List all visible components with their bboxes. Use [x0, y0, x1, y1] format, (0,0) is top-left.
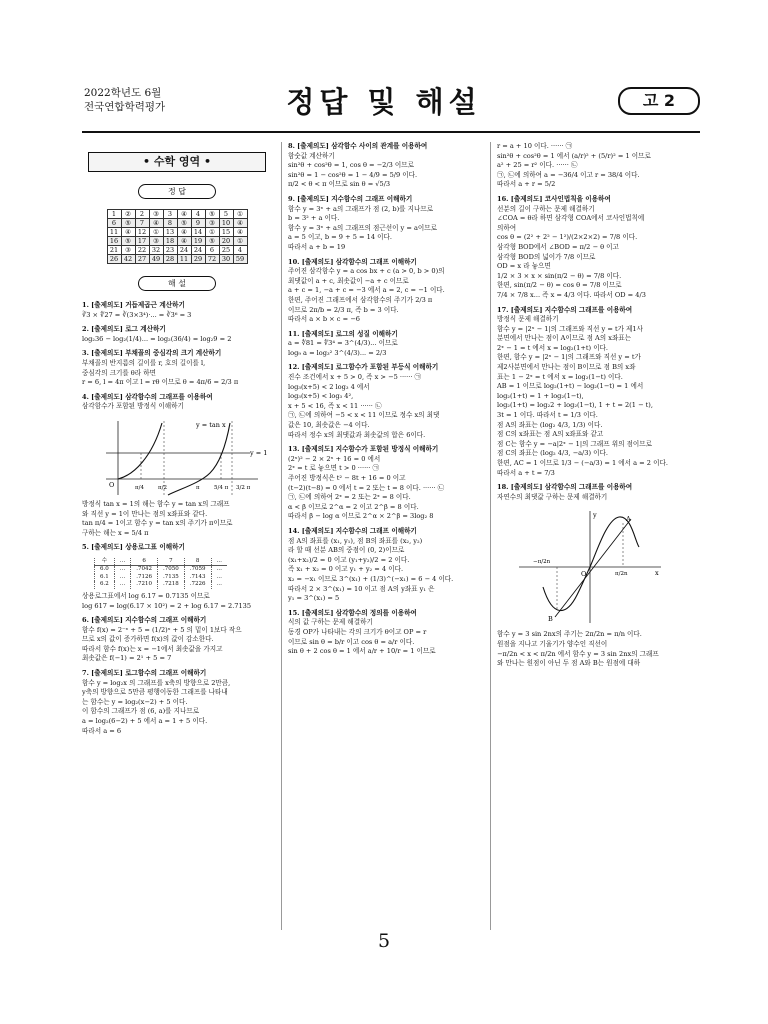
explanation-heading: 6. [출제의도] 지수함수의 그래프 이해하기: [82, 616, 207, 625]
explanation-item: [288, 330, 484, 359]
explanation-line: ㉠, ㉡에 의하여 −5 < x < 11 이므로 정수 x의 최댓: [288, 411, 440, 420]
grade-badge: 고 2: [618, 87, 700, 115]
explanation-line: 상용로그표에서 log 6.17 = 0.7135 이므로: [82, 591, 210, 600]
log-table-row: [95, 574, 228, 582]
explanation-line: 점 A의 좌표를 (x₁, y₁), 점 B의 좌표를 (x₂, y₂): [288, 536, 423, 545]
log-table: [94, 558, 227, 589]
explanation-item: [82, 349, 272, 387]
sine-graph: [515, 507, 665, 627]
explanation-line: 삼각형 BOD에서 ∠BOD = π/2 − θ 이고: [497, 242, 619, 251]
log-table-row: [95, 566, 228, 574]
answer-value: 11: [177, 255, 191, 264]
explanations-part-2: [82, 500, 272, 553]
explanation-line: 함수 y = |2ˣ − 1|의 그래프와 직선 y = t가 제1사: [497, 324, 643, 333]
explanation-line: 주어진 방정식은 t² − 8t + 16 = 0 이고: [288, 474, 406, 482]
log-table-cell: .7042: [131, 566, 158, 574]
answer-value: ⑤: [177, 219, 191, 228]
question-number: 13: [163, 228, 177, 237]
answer-value: 72: [205, 255, 219, 264]
explanation-line: 함수 y = 3 sin 2nx의 주기는 2π/2n = π/n 이다.: [497, 630, 642, 639]
explanation-heading: 7. [출제의도] 로그함수의 그래프 이해하기: [82, 669, 207, 678]
question-number: 2: [135, 210, 149, 219]
log-table-cell: 6: [131, 558, 158, 566]
explanation-line: 7/4 × 7/8 x... 즉 x = 4/3 이다. 따라서 OD = 4/3: [497, 290, 646, 299]
question-number: 14: [191, 228, 205, 237]
explanation-heading: 10. [출제의도] 삼각함수의 그래프 이해하기: [288, 257, 417, 266]
explanation-item: [82, 592, 272, 611]
explanations-part-1: [82, 301, 272, 412]
question-number: 7: [135, 219, 149, 228]
explanation-line: 므로 x의 값이 증가하면 f(x)의 값이 감소한다.: [82, 635, 214, 644]
answer-value: ①: [205, 228, 219, 237]
column-1: [82, 142, 272, 741]
explanation-item: [82, 543, 272, 553]
line-label: y = 1: [250, 448, 268, 457]
explanation-line: 삼각함수가 포함된 방정식 이해하기: [82, 402, 184, 411]
y-axis-label: y: [593, 511, 597, 520]
explanation-item: [497, 195, 703, 301]
explanation-heading: 18. [출제의도] 삼각함수의 그래프를 이용하여: [497, 483, 633, 492]
explanation-line: 주어진 삼각함수 y = a cos bx + c (a > 0, b > 0)의: [288, 267, 445, 276]
answer-value: ④: [121, 228, 135, 237]
answer-row: [107, 228, 247, 237]
log-table-cell: .7226: [184, 581, 211, 589]
log-table-cell: 8: [184, 558, 211, 566]
explanation-line: (x₁+x₂)/2 = 0 이고 (y₁+y₂)/2 = 2 이다.: [288, 555, 410, 564]
answer-row: [107, 237, 247, 246]
explanation-heading: 2. [출제의도] 로그 계산하기: [82, 325, 166, 334]
explanation-line: 한편, sin(π/2 − θ) = cos θ = 7/8 이므로: [497, 281, 622, 290]
explanation-line: y₁ = 3^(x₁) = 5: [288, 594, 340, 603]
explanation-line: a = 5 이고, b = 9 + 5 = 14 이다.: [288, 233, 392, 242]
explanation-line: 따라서 a × b × c = −6: [288, 315, 360, 324]
point-a-label: A: [626, 515, 631, 524]
explanation-item: [497, 306, 703, 479]
question-number: 23: [163, 246, 177, 255]
answer-row: [107, 246, 247, 255]
explanations-part-6: [497, 630, 703, 668]
explanation-item: [497, 630, 703, 668]
explanation-heading: 12. [출제의도] 로그함수가 포함된 부등식 이해하기: [288, 363, 439, 372]
explanation-line: log₂(1+t) = log₂2 + log₂(1−t), 1 + t = 2(1 − t),: [497, 401, 653, 410]
explanation-line: 방정식 tan x = 1의 해는 함수 y = tan x의 그래프: [82, 499, 230, 508]
explanation-line: 와 만나는 원점이 아닌 두 점 A와 B는 원점에 대하: [497, 659, 641, 668]
log-table-cell: …: [114, 574, 131, 582]
log-table-cell: .7218: [158, 581, 185, 589]
question-number: 24: [191, 246, 205, 255]
explanation-line: 이므로 2π/b = 2/3 π, 즉 b = 3 이다.: [288, 305, 399, 314]
explanation-item: [288, 445, 484, 522]
explanation-line: 부채꼴의 반지름의 길이를 r, 호의 길이를 l,: [82, 358, 206, 367]
explanation-line: 선분의 길이 구하는 문제 해결하기: [497, 204, 595, 213]
answer-value: ①: [233, 237, 247, 246]
question-number: 4: [191, 210, 205, 219]
question-number: 26: [107, 255, 121, 264]
log-table-row: [95, 558, 228, 566]
explanation-line: log₂36 − log₂(1/4)... = log₂(36/4) = log₂9 = 2: [82, 334, 232, 343]
log-table-cell: 6.0: [95, 566, 115, 574]
question-number: 21: [107, 246, 121, 255]
answers-label: 정 답: [138, 184, 216, 199]
header-divider: [82, 131, 700, 133]
x-tick-label: −π/2n: [533, 559, 551, 566]
x-axis-label: x: [655, 569, 659, 578]
explanation-line: 방정식 문제 해결하기: [497, 315, 559, 324]
explanation-item: [288, 142, 484, 190]
explanation-line: a = ∜81 = ∜3⁴ = 3^(4/3)... 이므로: [288, 339, 398, 348]
answer-value: ④: [233, 219, 247, 228]
log-table-cell: 6.2: [95, 581, 115, 589]
log-table-cell: .7126: [131, 574, 158, 582]
answer-value: 6: [205, 246, 219, 255]
log-table-cell: .7143: [184, 574, 211, 582]
explanation-line: 함수 y = log₂x 의 그래프를 x축의 방향으로 2만큼,: [82, 678, 231, 687]
x-tick-label: π/2n: [615, 571, 628, 578]
explanation-line: 진수 조건에서 x + 5 > 0, 즉 x > −5 ······ ㉠: [288, 373, 422, 382]
explanation-line: (t−2)(t−8) = 0 에서 t = 2 또는 t = 8 이다. ······ ㉡: [288, 483, 445, 492]
question-number: 30: [219, 255, 233, 264]
explanation-line: 따라서 a + r = 5/2: [497, 180, 556, 189]
log-table-cell: …: [114, 566, 131, 574]
explanation-line: 함수 f(x) = 2⁻ˣ + 5 = (1/2)ˣ + 5 의 밑이 1보다 작으: [82, 625, 242, 634]
explanation-line: a = log₂(6−2) + 5 에서 a = 1 + 5 이다.: [82, 717, 208, 726]
x-tick-label: π/4: [135, 484, 144, 491]
log-table-cell: 6.1: [95, 574, 115, 582]
column-2: [288, 142, 484, 662]
answer-value: ③: [205, 219, 219, 228]
explanation-line: 표는 1 − 2ˣ = t 에서 x = log₂(1−t) 이다.: [497, 372, 623, 381]
answer-value: ④: [149, 219, 163, 228]
explanation-line: (2ˣ)² − 2 × 2ˣ + 16 = 0 에서: [288, 454, 381, 463]
explanation-line: 2ˣ = t 로 놓으면 t > 0 ······ ㉠: [288, 464, 380, 473]
answer-value: ⑤: [205, 210, 219, 219]
explanation-line: 이므로 sin θ = b/r 이고 cos θ = a/r 이다.: [288, 637, 415, 646]
question-number: 11: [107, 228, 121, 237]
question-number: 27: [135, 255, 149, 264]
explanation-item: [497, 483, 703, 502]
explanation-line: tan π/4 = 1이고 함수 y = tan x의 주기가 π이므로: [82, 519, 233, 528]
log-table-cell: .7050: [158, 566, 185, 574]
explanation-line: ∛3 × ∜27 = ∛(3×3⁴)·... = ∛3⁶ = 3: [82, 310, 192, 319]
explanation-heading: 9. [출제의도] 지수함수의 그래프 이해하기: [288, 194, 413, 203]
explanation-line: 따라서 정수 x의 최댓값과 최솟값의 합은 6이다.: [288, 430, 426, 439]
question-number: 15: [219, 228, 233, 237]
explanation-line: −π/2n < x < π/2n 에서 함수 y = 3 sin 2nx의 그래프: [497, 649, 659, 658]
exam-year: 2022학년도 6월: [84, 87, 162, 99]
explanation-line: OD = x 라 놓으면: [497, 262, 551, 271]
log-table-cell: …: [211, 566, 227, 574]
explanation-item: [288, 195, 484, 253]
log-table-cell: …: [114, 581, 131, 589]
explanation-line: 점 C는 함수 y = −a|2ˣ − 1|의 그래프 위의 점이므로: [497, 439, 653, 448]
explanation-item: [288, 363, 484, 440]
explanation-line: r = a + 10 이다. ······ ㉠: [497, 142, 573, 150]
explanations-part-4: [288, 142, 484, 657]
explanation-line: 점 A의 좌표는 (log₂ 4/3, 1/3) 이다.: [497, 420, 603, 429]
question-number: 9: [191, 219, 205, 228]
explanation-line: log₉ a = log₃² 3^(4/3)... = 2/3: [288, 348, 387, 357]
origin-label: O: [581, 570, 587, 579]
x-tick-label: π: [196, 484, 200, 491]
subject-banner: • 수학 영역 •: [88, 152, 266, 172]
explanation-line: 점 C의 좌표는 (log₂ 4/3, −a/3) 이다.: [497, 449, 608, 458]
explanation-line: 1/2 × 3 × x × sin(π/2 − θ) = 7/8 이다.: [497, 271, 622, 280]
explanation-line: b = 3² + a 이다.: [288, 214, 340, 223]
explanation-line: 라 할 때 선분 AB의 중점이 (0, 2)이므로: [288, 546, 405, 555]
log-table-cell: .7135: [158, 574, 185, 582]
question-number: 25: [219, 246, 233, 255]
explanation-line: 이 함수의 그래프가 점 (6, a)를 지나므로: [82, 707, 200, 716]
question-number: 3: [163, 210, 177, 219]
explanations-part-3: [82, 592, 272, 736]
answer-value: ④: [233, 228, 247, 237]
column-3: [497, 142, 703, 674]
answer-value: ⑤: [205, 237, 219, 246]
answer-value: ③: [121, 246, 135, 255]
explanation-line: 삼각형 BOD의 넓이가 7/8 이므로: [497, 252, 596, 261]
question-number: 17: [135, 237, 149, 246]
question-number: 5: [219, 210, 233, 219]
explanation-line: sin²θ + cos²θ = 1, cos θ = −2/3 이므로: [288, 161, 415, 170]
explanation-line: 따라서 a + b = 19: [288, 242, 346, 251]
answer-value: ④: [177, 210, 191, 219]
column-divider-2: [490, 142, 491, 930]
explanation-line: 따라서 a = 6: [82, 726, 122, 735]
page-number: 5: [377, 930, 391, 952]
explanation-line: x + 5 < 16, 즉 x < 11 ······ ㉡: [288, 401, 382, 410]
explanation-heading: 11. [출제의도] 로그의 성질 이해하기: [288, 329, 398, 338]
explanation-line: a² + 25 = r² 이다. ······ ㉡: [497, 161, 578, 170]
answer-value: ③: [149, 237, 163, 246]
explanation-item: [82, 616, 272, 664]
answer-value: 59: [233, 255, 247, 264]
explanation-line: ∠COA = θ라 하면 삼각형 COA에서 코사인법칙에: [497, 214, 645, 223]
origin-label: O: [109, 480, 115, 489]
explanation-heading: 15. [출제의도] 삼각함수의 정의를 이용하여: [288, 608, 417, 617]
answer-value: 24: [177, 246, 191, 255]
explanation-line: 제2사분면에서 만나는 점이 B이므로 점 B의 x좌: [497, 363, 636, 372]
log-table-cell: …: [211, 558, 227, 566]
explanation-item: [82, 393, 272, 412]
answer-value: 4: [233, 246, 247, 255]
log-table-cell: .7210: [131, 581, 158, 589]
explanation-heading: 17. [출제의도] 지수함수의 그래프를 이용하여: [497, 305, 633, 314]
explanation-line: 원점을 지나고 기울기가 양수인 직선이: [497, 639, 608, 648]
explanation-heading: 4. [출제의도] 삼각함수의 그래프를 이용하여: [82, 392, 213, 401]
question-number: 12: [135, 228, 149, 237]
explanation-line: log₃(x+5) < 2 log₃ 4 에서: [288, 382, 370, 391]
explanation-heading: 14. [출제의도] 지수함수의 그래프 이해하기: [288, 526, 417, 535]
explanation-line: α < β 이므로 2^α = 2 이고 2^β = 8 이다.: [288, 502, 419, 511]
explanation-line: r = 6, l = 4π 이고 l = rθ 이므로 θ = 4π/6 = 2/3 π: [82, 378, 239, 387]
log-table-cell: 수: [95, 558, 115, 566]
explanation-item: [288, 527, 484, 604]
explanation-line: 자연수의 최댓값 구하는 문제 해결하기: [497, 492, 608, 501]
explanation-item: [82, 500, 272, 538]
explanation-line: 의하여: [497, 223, 517, 232]
question-number: 19: [191, 237, 205, 246]
explanation-line: ㉠, ㉡에 의하여 2ˣ = 2 또는 2ˣ = 8 이다.: [288, 493, 411, 502]
answer-row: [107, 210, 247, 219]
x-tick-label: 3/2 π: [236, 484, 251, 491]
explanation-line: 2ˣ − 1 = t 에서 x = log₂(1+t) 이다.: [497, 343, 609, 352]
question-number: 6: [107, 219, 121, 228]
answer-value: 42: [121, 255, 135, 264]
explanation-item: [82, 325, 272, 344]
explanation-line: π/2 < θ < π 이므로 sin θ = √5/3: [288, 180, 391, 189]
x-tick-label: 5/4 π: [214, 484, 229, 491]
question-number: 10: [219, 219, 233, 228]
explanation-line: sin²θ + cos²θ = 1 에서 (a/r)² + (5/r)² = 1 이므로: [497, 151, 651, 160]
explanation-line: 식의 값 구하는 문제 해결하기: [288, 618, 373, 627]
explanation-line: sin θ + 2 cos θ = 1 에서 a/r + 10/r = 1 이므로: [288, 647, 436, 656]
answer-value: ①: [233, 210, 247, 219]
explanation-line: 한편, 함수 y = |2ˣ − 1|의 그래프와 직선 y = t가: [497, 353, 641, 362]
answer-value: ④: [177, 237, 191, 246]
explanation-line: log₃(x+5) < log₃ 4²,: [288, 392, 354, 401]
explanation-heading: 3. [출제의도] 부채꼴의 중심각의 크기 계산하기: [82, 349, 222, 358]
answer-value: ③: [149, 210, 163, 219]
explanation-line: log₂(1+t) = 1 + log₂(1−t),: [497, 391, 584, 400]
explanation-line: 함수 y = 3ˣ + a의 그래프의 점근선이 y = a이므로: [288, 223, 438, 232]
explanation-line: 따라서 함수 f(x)는 x = −1에서 최솟값을 가지고: [82, 644, 223, 653]
question-number: 28: [163, 255, 177, 264]
explanation-line: 구하는 해는 x = 5/4 π: [82, 528, 149, 537]
explanation-item: [497, 142, 703, 190]
explanation-line: a + c = 1, −a + c = −3 에서 a = 2, c = −1 이다.: [288, 286, 445, 295]
answer-table: [107, 209, 248, 264]
explanation-line: 와 직선 y = 1이 만나는 점의 x좌표와 같다.: [82, 509, 208, 518]
explanations-part-5: [497, 142, 703, 502]
explanation-line: 따라서 a + t = 7/3: [497, 468, 555, 477]
explanation-line: 함수 y = 3ˣ + a의 그래프가 점 (2, b)를 지나므로: [288, 204, 434, 213]
explanation-item: [82, 669, 272, 736]
explanation-line: 분면에서 만나는 점이 A이므로 점 A의 x좌표는: [497, 334, 632, 343]
explanation-line: 따라서 2 × 3^(x₁) = 10 이고 점 A의 y좌표 y₁ 은: [288, 584, 435, 593]
explanation-line: 한편, AC = 1 이므로 1/3 − (−a/3) = 1 에서 a = 2 이다.: [497, 459, 668, 467]
explanation-line: 함숫값 계산하기: [288, 151, 335, 160]
log-table-cell: 7: [158, 558, 185, 566]
page-title: 정답 및 해설: [286, 85, 482, 119]
answer-value: ②: [121, 210, 135, 219]
question-number: 18: [163, 237, 177, 246]
explanation-heading: 1. [출제의도] 거듭제곱근 계산하기: [82, 301, 185, 309]
log-table-cell: …: [211, 574, 227, 582]
log-table-cell: …: [211, 581, 227, 589]
explanation-line: 3t = 1 이다. 따라서 t = 1/3 이다.: [497, 411, 598, 420]
answer-value: ①: [149, 228, 163, 237]
explanation-label: 해 설: [138, 276, 216, 291]
column-divider-1: [281, 142, 282, 930]
tan-graph: [100, 417, 268, 497]
explanation-line: 점 C의 x좌표는 점 A의 x좌표와 같고: [497, 430, 604, 439]
explanation-line: cos θ = (2² + 2² − 1²)/(2×2×2) = 7/8 이다.: [497, 233, 638, 242]
question-number: 1: [107, 210, 121, 219]
explanation-line: 한편, 주어진 그래프에서 삼각함수의 주기가 2/3 π: [288, 295, 433, 304]
answer-row: [107, 219, 247, 228]
question-number: 22: [135, 246, 149, 255]
question-number: 16: [107, 237, 121, 246]
log-table-cell: .7059: [184, 566, 211, 574]
answer-value: 49: [149, 255, 163, 264]
explanation-heading: 8. [출제의도] 삼각함수 사이의 관계를 이용하여: [288, 142, 428, 150]
explanation-line: 따라서 β − log α 이므로 2^α × 2^β = 3log₂ 8: [288, 512, 434, 521]
explanation-line: log 617 = log(6.17 × 10²) = 2 + log 6.17 = 2.7135: [82, 601, 252, 610]
log-table-cell: …: [114, 558, 131, 566]
explanation-line: y축의 방향으로 5만큼 평행이동한 그래프를 나타내: [82, 688, 228, 697]
answer-row: [107, 255, 247, 264]
explanation-line: 값은 10, 최솟값은 −4 이다.: [288, 421, 370, 430]
explanation-line: sin²θ = 1 − cos²θ = 1 − 4/9 = 5/9 이다.: [288, 170, 418, 179]
answer-value: ⑤: [121, 237, 135, 246]
explanation-heading: 13. [출제의도] 지수함수가 포함된 방정식 이해하기: [288, 445, 439, 454]
x-tick-label: π/2: [158, 484, 167, 491]
answer-value: 32: [149, 246, 163, 255]
explanation-item: [82, 301, 272, 320]
curve-label: y = tan x: [196, 420, 226, 429]
question-number: 29: [191, 255, 205, 264]
explanation-line: 즉 x₁ + x₂ = 0 이고 y₁ + y₂ = 4 이다.: [288, 565, 404, 574]
answer-value: ⑤: [121, 219, 135, 228]
explanation-line: 최솟값은 f(−1) = 2¹ + 5 = 7: [82, 654, 172, 663]
question-number: 20: [219, 237, 233, 246]
explanation-line: ㉠, ㉡에 의하여 a = −36/4 이고 r = 38/4 이다.: [497, 170, 640, 179]
explanation-heading: 5. [출제의도] 상용로그표 이해하기: [82, 543, 185, 552]
point-b-label: B: [548, 615, 553, 624]
explanation-heading: 16. [출제의도] 코사인법칙을 이용하여: [497, 194, 611, 203]
explanation-line: AB = 1 이므로 log₂(1+t) − log₂(1−t) = 1 에서: [497, 382, 644, 391]
explanation-line: 중심각의 크기를 θ라 하면: [82, 368, 156, 377]
explanation-item: [288, 258, 484, 325]
explanation-line: 최댓값이 a + c, 최솟값이 −a + c 이므로: [288, 276, 409, 285]
explanation-line: 동경 OP가 나타내는 각의 크기가 θ이고 OP = r: [288, 627, 427, 636]
explanation-line: 는 함수는 y = log₂(x−2) + 5 이다.: [82, 697, 188, 706]
answer-value: ④: [177, 228, 191, 237]
explanation-item: [288, 609, 484, 657]
exam-name: 전국연합학력평가: [84, 101, 166, 113]
explanation-line: x₂ = −x₁ 이므로 3^(x₁) + (1/3)^(−x₁) = 6 − 4 이다.: [288, 574, 454, 583]
question-number: 8: [163, 219, 177, 228]
log-table-row: [95, 581, 228, 589]
